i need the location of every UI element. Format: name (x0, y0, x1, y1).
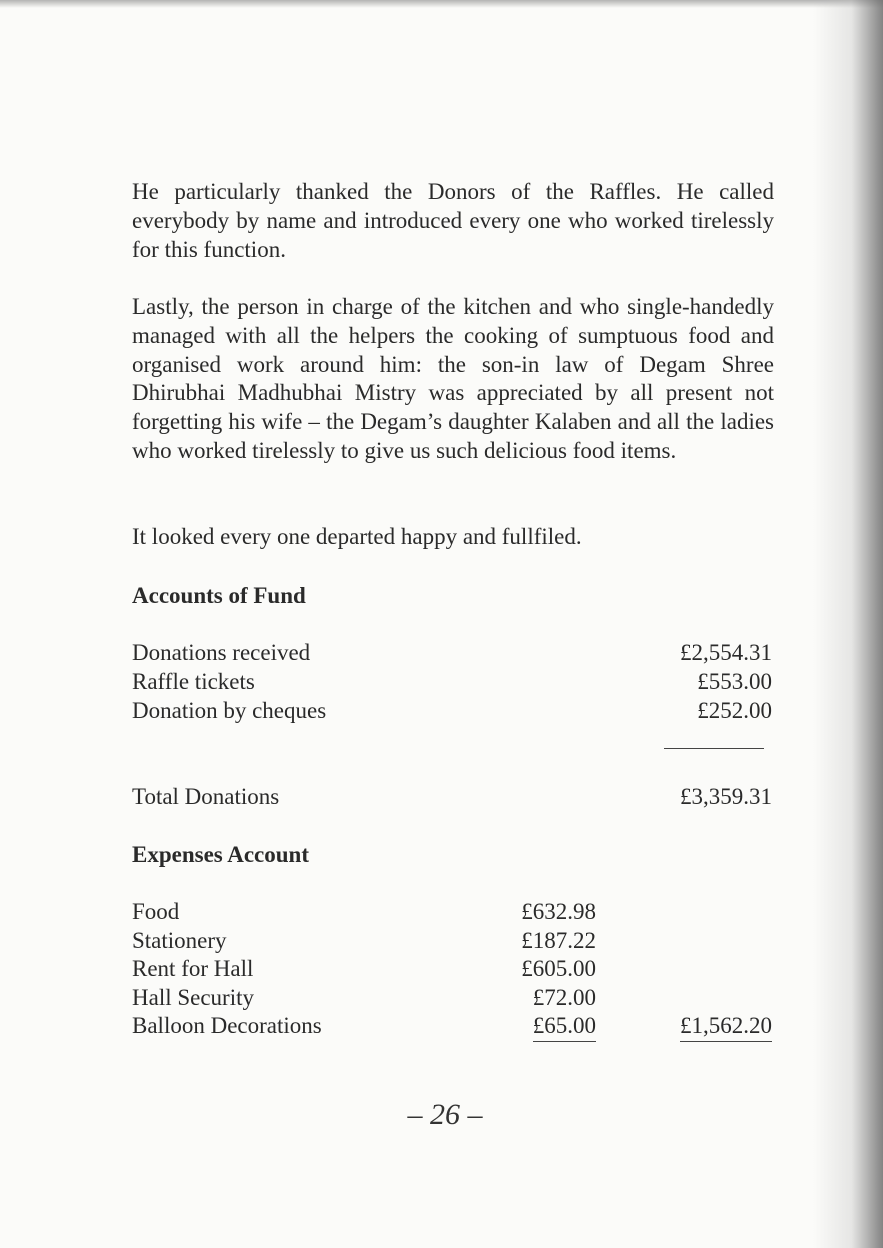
fund-row (132, 638, 772, 667)
page-binding-shadow (813, 0, 883, 1248)
expense-row-amount: £72.00 (532, 985, 596, 1010)
expense-row (132, 926, 772, 955)
fund-row-label: Donation by cheques (132, 698, 327, 723)
page-number: – 26 – (407, 1098, 483, 1131)
expense-row (132, 897, 772, 926)
expense-row-label: Stationery (132, 928, 227, 953)
expense-row (132, 954, 772, 983)
fund-row-amount: £252.00 (697, 698, 772, 723)
expense-row-label: Rent for Hall (132, 956, 254, 981)
expenses-total-amount: £1,562.20 (680, 1011, 772, 1042)
fund-row (132, 696, 772, 725)
expense-row-amount: £187.22 (521, 928, 596, 953)
fund-row-amount: £553.00 (697, 669, 772, 694)
expense-row-amount: £65.00 (533, 1011, 596, 1042)
paragraph-raffle-thanks: He particularly thanked the Donors of the Raffles. He called everybody by name and introduced every one who worked tirelessly for this function. (132, 179, 774, 262)
expense-row (132, 983, 772, 1012)
paragraph-kitchen-thanks: Lastly, the person in charge of the kitchen and who single-handedly managed with all the helpers the cooking of sumptuous food and organised work around him: the son-in law of Degam Shree Dhirubhai Madhubhai Mistry was appreciated by all present not forgetting his wife – the Degam’s daughter Kalaben and all the ladies who worked tirelessly to give us such delicious food items. (132, 294, 774, 463)
fund-row-label: Donations received (132, 640, 311, 665)
expense-row-amount: £605.00 (521, 956, 596, 981)
expense-row-label: Food (132, 899, 180, 924)
fund-row-amount: £2,554.31 (680, 640, 772, 665)
expense-row (132, 1011, 772, 1040)
total-donations-amount: £3,359.31 (680, 784, 772, 809)
accounts-of-fund-heading: Accounts of Fund (132, 583, 306, 608)
expense-row-amount: £632.98 (521, 899, 596, 924)
fund-row (132, 667, 772, 696)
total-donations-label: Total Donations (132, 784, 280, 809)
subtotal-rule (664, 748, 764, 749)
fund-row-label: Raffle tickets (132, 669, 255, 694)
page-top-edge (0, 0, 883, 8)
expenses-account-heading: Expenses Account (132, 842, 309, 867)
expense-row-label: Balloon Decorations (132, 1013, 322, 1038)
total-donations-row (132, 782, 772, 811)
expense-row-label: Hall Security (132, 985, 254, 1010)
paragraph-closing: It looked every one departed happy and fullfiled. (132, 524, 582, 549)
